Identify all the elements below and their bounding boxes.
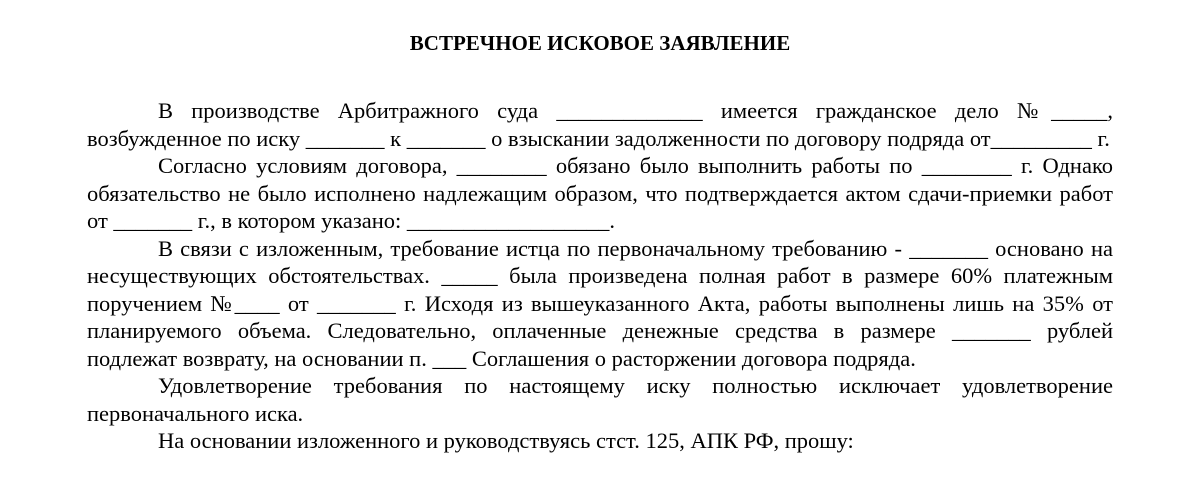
paragraph-case-info: В производстве Арбитражного суда _____________ имеется гражданское дело №_____, возбужденное по иску _______ к _______ о взыскании задолженности по договору подряда от_________ г.: [87, 98, 1113, 151]
document-body: [87, 97, 1113, 455]
document-title: ВСТРЕЧНОЕ ИСКОВОЕ ЗАЯВЛЕНИЕ: [409, 31, 791, 55]
paragraph-contract-terms: Согласно условиям договора, ________ обязано было выполнить работы по ________ г. Однако обязательство не было исполнено надлежащим образом, что подтверждается актом сдачи-приемки работ от _______ г., в котором указано: __________________.: [87, 153, 1113, 233]
paragraph-claim-grounds: В связи с изложенным, требование истца по первоначальному требованию - _______ основано на несуществующих обстоятельствах. _____ была произведена полная работ в размере 60% платежным поручением №____ от _______ г. Исходя из вышеуказанного Акта, работы выполнены лишь на 35% от планируемого объема. Следовательно, оплаченные денежные средства в размере _______ рублей подлежат возврату, на основании п. ___ Соглашения о расторжении договора подряда.: [87, 235, 1113, 371]
paragraph-request: На основании изложенного и руководствуясь стст. 125, АПК РФ, прошу:: [158, 428, 854, 453]
paragraph-satisfaction: Удовлетворение требования по настоящему иску полностью исключает удовлетворение первоначального иска.: [87, 373, 1113, 426]
